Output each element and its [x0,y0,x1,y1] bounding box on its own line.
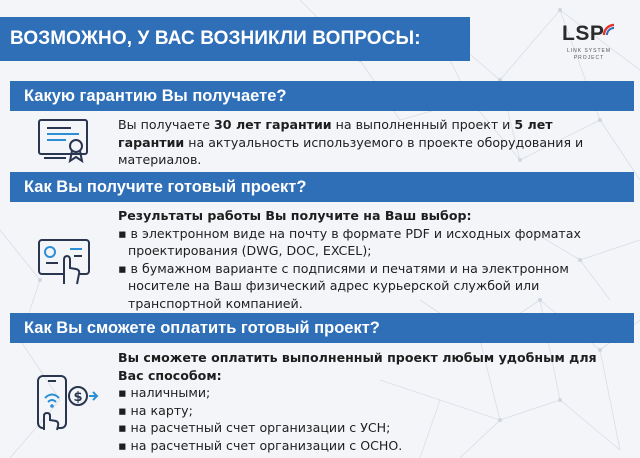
list-item: ▪ на расчетный счет организации с УСН; [118,420,391,435]
logo-text: LSP [562,22,605,45]
section-heading-delivery: Как Вы получите готовый проект? [10,172,634,202]
list-item: ▪ на расчетный счет организации с ОСНО. [118,437,403,453]
page-title: ВОЗМОЖНО, У ВАС ВОЗНИКЛИ ВОПРОСЫ: [0,17,470,61]
list-item: ▪ в бумажном варианте с подписями и печатями и на электронном носителе на Ваш физический адрес курьерской службой или транспортной компанией. [118,260,569,311]
section-guarantee-text: Вы получаете 30 лет гарантии на выполненный проект и 5 лет гарантии на актуальность используемого в проекте оборудования и материалов. [118,117,584,167]
certificate-icon [36,116,94,164]
svg-text:$: $ [73,390,83,405]
payment-lead: Вы сможете оплатить выполненный проект любым удобным для Вас способом: [118,350,597,383]
section-payment-text [118,349,623,454]
section-heading-payment: Как Вы сможете оплатить готовый проект? [10,313,634,343]
logo-arc-icon [601,22,617,38]
document-hand-icon [36,236,94,286]
logo-subtitle: LINK SYSTEM PROJECT [566,48,612,61]
list-item: ▪ на карту; [118,402,193,418]
delivery-lead: Результаты работы Вы получите на Ваш выбор: [118,208,472,223]
list-item: ▪ наличными; [118,385,211,400]
lsp-logo [548,22,626,70]
section-delivery-text [118,207,623,312]
phone-payment-icon [36,372,100,432]
section-heading-guarantee: Какую гарантию Вы получаете? [10,81,634,111]
list-item: ▪ в электронном виде на почту в формате PDF и исходных форматах проектирования (DWG, DOC, EXCEL); [118,225,581,258]
